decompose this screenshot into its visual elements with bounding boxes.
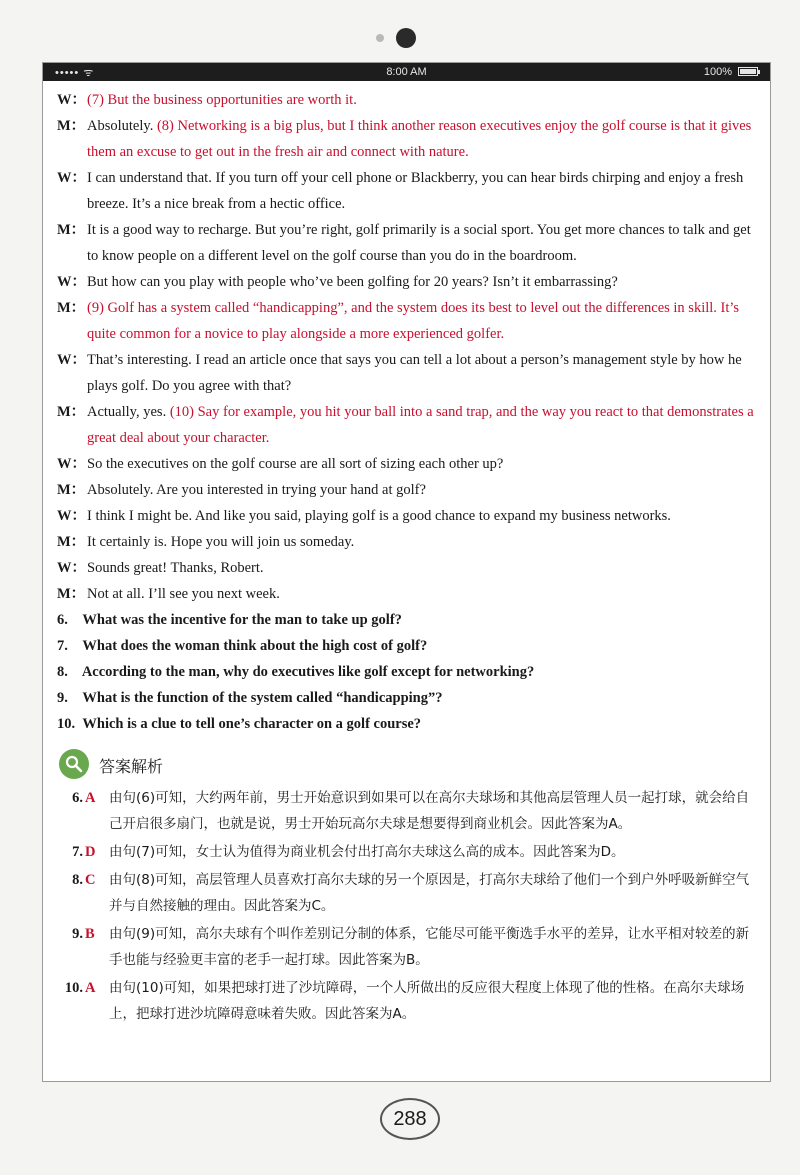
question-number: 9. — [57, 690, 68, 706]
dialogue-line — [57, 503, 754, 529]
answer-item — [57, 867, 754, 919]
answer-number: 8. — [72, 872, 83, 888]
tablet-screen — [42, 62, 771, 1082]
page-number: 288 — [380, 1098, 440, 1140]
answer-item — [57, 975, 754, 1027]
answer-item — [57, 839, 754, 865]
answer-letter: A — [85, 980, 96, 996]
question-item — [57, 633, 754, 659]
line-text: Absolutely. — [87, 118, 157, 134]
line-text: Sounds great! Thanks, Robert. — [87, 560, 264, 576]
answers-title: 答案解析 — [99, 757, 164, 776]
line-text: Not at all. I’ll see you next week. — [87, 586, 280, 602]
speaker-label: W： — [57, 456, 86, 472]
line-text: Absolutely. Are you interested in trying your hand at golf? — [87, 482, 426, 498]
camera-dot-small — [376, 34, 384, 42]
signal-indicator: ••••• ᯤ — [55, 67, 95, 79]
answer-letter: D — [85, 844, 96, 860]
answer-explanation: 由句(7)可知，女士认为值得为商业机会付出打高尔夫球这么高的成本。因此答案为D。 — [109, 844, 625, 860]
line-text: So the executives on the golf course are all sort of sizing each other up? — [87, 456, 504, 472]
answer-number: 9. — [72, 926, 83, 942]
key-sentence: (9) Golf has a system called “handicapping”, and the system does its best to level out the differences in skill. It’s quite common for a novice to play alongside a more experienced golfer. — [87, 300, 740, 342]
camera-dot — [396, 28, 416, 48]
speaker-label: M： — [57, 482, 86, 498]
line-text: I think I might be. And like you said, playing golf is a good chance to expand my business networks. — [87, 508, 671, 524]
question-number: 6. — [57, 612, 68, 628]
dialogue-line — [57, 295, 754, 347]
question-item — [57, 607, 754, 633]
status-time: 8:00 AM — [386, 66, 427, 78]
question-item — [57, 659, 754, 685]
question-item — [57, 711, 754, 737]
speaker-label: M： — [57, 404, 86, 420]
answer-number: 6. — [72, 790, 83, 806]
question-text: According to the man, why do executives like golf except for networking? — [81, 664, 535, 680]
question-text: What was the incentive for the man to take up golf? — [82, 612, 402, 628]
dialogue-line — [57, 477, 754, 503]
page-content — [43, 81, 770, 1027]
line-text: Actually, yes. — [87, 404, 170, 420]
question-item — [57, 685, 754, 711]
magnifier-icon — [59, 749, 89, 779]
answer-number: 10. — [64, 980, 83, 996]
answer-explanation: 由句(6)可知，大约两年前，男士开始意识到如果可以在高尔夫球场和其他高层管理人员一起打球，就会给自己开启很多扇门，也就是说，男士开始玩高尔夫球是想要得到商业机会。因此答案为A。 — [109, 790, 750, 832]
speaker-label: W： — [57, 560, 86, 576]
speaker-label: W： — [57, 92, 86, 108]
question-text: What does the woman think about the high cost of golf? — [82, 638, 428, 654]
dialogue-line — [57, 165, 754, 217]
question-text: What is the function of the system called “handicapping”? — [82, 690, 443, 706]
dialogue-line — [57, 451, 754, 477]
speaker-label: M： — [57, 586, 86, 602]
key-sentence: (8) Networking is a big plus, but I think another reason executives enjoy the golf course is that it gives them an excuse to get out in the fresh air and connect with nature. — [87, 118, 752, 160]
speaker-label: M： — [57, 534, 86, 550]
battery-icon — [738, 67, 758, 76]
dialogue-line — [57, 269, 754, 295]
answer-explanation: 由句(8)可知，高层管理人员喜欢打高尔夫球的另一个原因是，打高尔夫球给了他们一个到户外呼吸新鲜空气并与自然接触的理由。因此答案为C。 — [109, 872, 750, 914]
answer-letter: A — [85, 790, 96, 806]
dialogue-line — [57, 529, 754, 555]
key-sentence: (10) Say for example, you hit your ball into a sand trap, and the way you react to that demonstrates a great deal about your character. — [87, 404, 754, 446]
answer-item — [57, 785, 754, 837]
speaker-label: W： — [57, 508, 86, 524]
line-text: But how can you play with people who’ve been golfing for 20 years? Isn’t it embarrassing? — [87, 274, 618, 290]
dialogue-line — [57, 399, 754, 451]
speaker-label: W： — [57, 352, 86, 368]
answer-number: 7. — [72, 844, 83, 860]
speaker-label: W： — [57, 170, 86, 186]
dialogue-line — [57, 217, 754, 269]
battery-percent: 100% — [703, 66, 732, 78]
speaker-label: M： — [57, 222, 86, 238]
question-number: 8. — [57, 664, 68, 680]
dialogue-line — [57, 113, 754, 165]
answer-explanation: 由句(10)可知，如果把球打进了沙坑障碍，一个人所做出的反应很大程度上体现了他的性格。在高尔夫球场上，把球打进沙坑障碍意味着失败。因此答案为A。 — [109, 980, 745, 1022]
question-number: 10. — [57, 716, 76, 732]
line-text: That’s interesting. I read an article once that says you can tell a lot about a person’s management style by how he plays golf. Do you agree with that? — [87, 352, 742, 394]
dialogue-line — [57, 347, 754, 399]
answer-letter: C — [85, 872, 96, 888]
status-bar — [43, 63, 770, 81]
line-text: It certainly is. Hope you will join us someday. — [87, 534, 355, 550]
line-text: I can understand that. If you turn off your cell phone or Blackberry, you can hear birds chirping and enjoy a fresh breeze. It’s a nice break from a hectic office. — [87, 170, 744, 212]
answer-letter: B — [85, 926, 95, 942]
answer-explanation: 由句(9)可知，高尔夫球有个叫作差别记分制的体系，它能尽可能平衡选手水平的差异，让水平相对较差的新手也能与经验更丰富的老手一起打球。因此答案为B。 — [109, 926, 750, 968]
dialogue-line — [57, 555, 754, 581]
dialogue-transcript — [57, 87, 754, 607]
question-text: Which is a clue to tell one’s character on a golf course? — [82, 716, 422, 732]
question-list — [57, 607, 754, 737]
answers-header — [57, 747, 754, 783]
answer-item — [57, 921, 754, 973]
line-text: It is a good way to recharge. But you’re right, golf primarily is a social sport. You get more chances to talk and get to know people on a different level on the golf course than you do in the boardroom. — [87, 222, 751, 264]
speaker-label: M： — [57, 118, 86, 134]
speaker-label: M： — [57, 300, 86, 316]
speaker-label: W： — [57, 274, 86, 290]
dialogue-line — [57, 581, 754, 607]
question-number: 7. — [57, 638, 68, 654]
key-sentence: (7) But the business opportunities are worth it. — [87, 92, 357, 108]
dialogue-line — [57, 87, 754, 113]
answer-list — [57, 785, 754, 1027]
